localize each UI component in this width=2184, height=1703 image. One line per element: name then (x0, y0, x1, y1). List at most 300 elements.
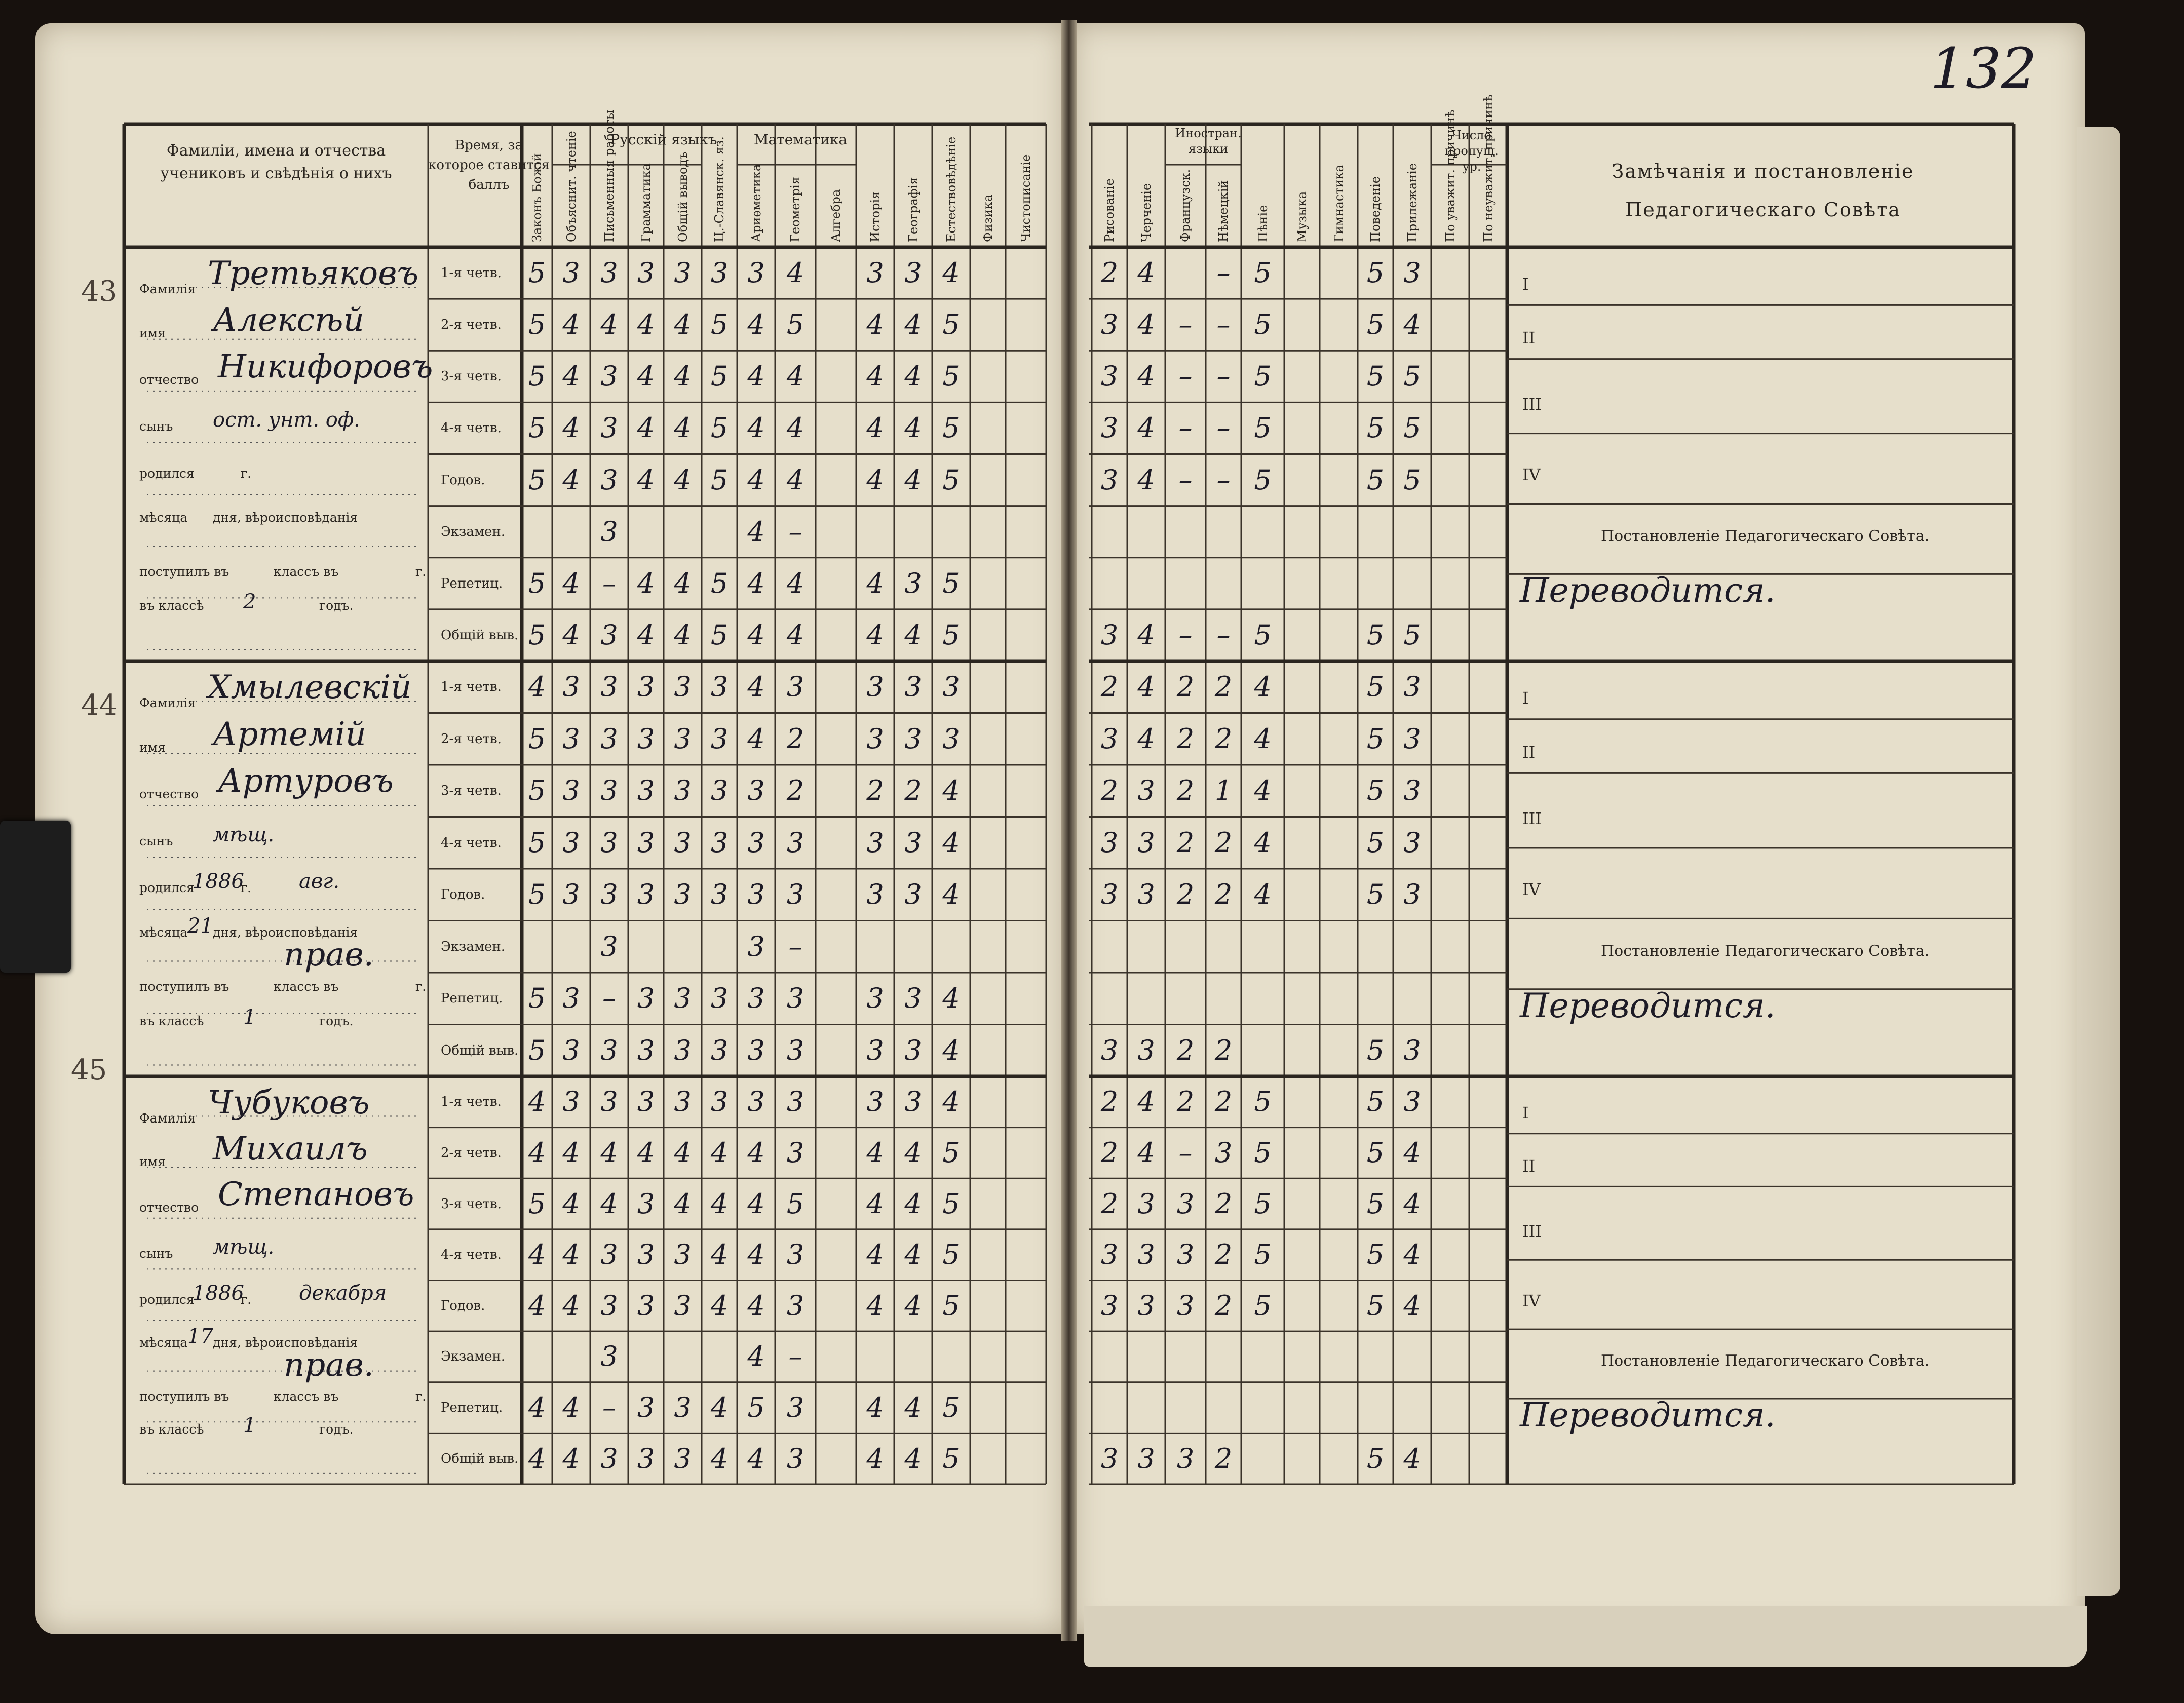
label-rodilsya: родился (139, 466, 195, 481)
grade-right-cell: 2 (1176, 775, 1195, 807)
label-g: г. (415, 564, 427, 579)
subject-header-right-3: Нѣмецкій (1216, 180, 1231, 242)
grade-left-cell: 3 (786, 1289, 804, 1322)
grade-left-cell: 3 (674, 1442, 692, 1475)
grade-left-cell: 4 (866, 412, 884, 444)
grade-left-cell: 4 (904, 1238, 922, 1271)
grade-left-cell: 3 (674, 1086, 692, 1118)
subject-header-left-1: Объяснит. чтеніе (564, 131, 579, 242)
quarter-roman-numeral: I (1522, 275, 1529, 294)
grade-right-cell: – (1216, 618, 1231, 651)
grade-right-cell: 3 (1137, 878, 1155, 911)
period-label: Годов. (441, 472, 485, 488)
grade-left-cell: 3 (866, 257, 884, 289)
grade-left-cell: 5 (528, 826, 546, 859)
grade-left-cell: 3 (562, 671, 580, 703)
grade-left-cell: 4 (674, 412, 692, 444)
period-label: 3-я четв. (441, 1196, 502, 1212)
grade-left-cell: 3 (600, 671, 618, 703)
label-otchestvo: отчество (139, 1200, 199, 1215)
subject-header-left-0: Законъ Божій (530, 153, 544, 242)
grade-left-cell: 3 (786, 982, 804, 1015)
record-number: 44 (81, 689, 118, 722)
grade-left-cell: 4 (562, 412, 580, 444)
label-god: годъ. (319, 1422, 354, 1437)
grade-left-cell: 4 (904, 1289, 922, 1322)
grade-left-cell: 3 (600, 1340, 618, 1373)
grade-left-cell: 5 (942, 618, 960, 651)
grade-left-cell: 4 (904, 1391, 922, 1424)
student-name: Михаилъ (213, 1130, 368, 1168)
label-postupil: поступилъ въ (139, 564, 229, 579)
grade-right-cell: 4 (1403, 308, 1421, 341)
grade-left-cell: 3 (637, 1391, 655, 1424)
grade-left-cell: 3 (600, 1238, 618, 1271)
grade-left-cell: 4 (562, 1289, 580, 1322)
council-verdict: Переводится. (1520, 986, 1776, 1025)
grade-right-cell: 2 (1176, 1034, 1195, 1066)
grade-left-cell: 5 (710, 618, 729, 651)
label-postupil: поступилъ въ (139, 979, 229, 994)
grade-right-cell: 4 (1137, 1136, 1155, 1169)
grade-left-cell: 3 (674, 257, 692, 289)
grade-left-cell: 4 (866, 463, 884, 496)
student-patronymic: Никифоровъ (218, 348, 433, 386)
subject-header-left-5: Ц.-Славянск. яз. (712, 136, 726, 242)
grade-left-cell: 3 (600, 257, 618, 289)
grade-left-cell: 3 (637, 1034, 655, 1066)
period-label: Репетиц. (441, 1400, 503, 1416)
quarter-roman-numeral: III (1522, 1221, 1542, 1241)
label-mesyatsa: мѣсяца (139, 1335, 188, 1350)
grade-left-cell: 5 (942, 567, 960, 599)
grade-left-cell: 3 (747, 1034, 765, 1066)
grade-left-cell: 4 (866, 567, 884, 599)
grade-left-cell: 3 (710, 826, 729, 859)
grade-left-cell: 3 (942, 722, 960, 755)
grade-right-cell: 5 (1254, 1086, 1272, 1118)
period-label: 4-я четв. (441, 420, 502, 436)
grade-right-cell: 5 (1366, 722, 1385, 755)
grade-left-cell: 3 (637, 775, 655, 807)
admission-class: 2 (243, 590, 256, 613)
label-klass-v: классъ въ (274, 1388, 339, 1404)
subject-header-left-11: Естествовѣдѣніе (944, 136, 959, 242)
subject-header-right-7: Поведеніе (1368, 176, 1383, 242)
grade-left-cell: 5 (942, 1289, 960, 1322)
grade-right-cell: 5 (1366, 878, 1385, 911)
subject-header-left-9: Исторія (868, 191, 883, 242)
grade-left-cell: 4 (562, 618, 580, 651)
names-column-header: Фамиліи, имена и отчества учениковъ и свѣдѣнія о нихъ (160, 142, 392, 182)
grade-left-cell: 3 (786, 671, 804, 703)
grade-left-cell: – (602, 567, 616, 599)
label-g: г. (241, 466, 252, 481)
grade-left-cell: 4 (786, 463, 804, 496)
grade-left-cell: 3 (747, 930, 765, 962)
quarter-roman-numeral: II (1522, 328, 1536, 348)
folio-number: 132 (1930, 36, 2037, 101)
label-g: г. (415, 979, 427, 994)
grade-left-cell: 3 (747, 982, 765, 1015)
grade-left-cell: 3 (866, 722, 884, 755)
grade-right-cell: 3 (1137, 775, 1155, 807)
grade-left-cell: 3 (600, 1034, 618, 1066)
grade-left-cell: 4 (674, 360, 692, 393)
grade-left-cell: 4 (674, 618, 692, 651)
grade-right-cell: 2 (1100, 1086, 1119, 1118)
quarter-roman-numeral: IV (1522, 879, 1541, 899)
period-label: 4-я четв. (441, 1247, 502, 1263)
grade-left-cell: 3 (637, 1289, 655, 1322)
quarter-roman-numeral: III (1522, 809, 1542, 829)
subject-header-left-4: Общій выводъ (675, 151, 690, 242)
grade-left-cell: 2 (786, 722, 804, 755)
grade-left-cell: 3 (710, 878, 729, 911)
grade-left-cell: 3 (710, 1086, 729, 1118)
grade-left-cell: 4 (747, 515, 765, 548)
grade-left-cell: 4 (562, 463, 580, 496)
label-syn: сынъ (139, 1246, 173, 1261)
grade-left-cell: 3 (866, 826, 884, 859)
grade-left-cell: 4 (747, 567, 765, 599)
grade-right-cell: 5 (1254, 463, 1272, 496)
grade-left-cell: 4 (562, 1238, 580, 1271)
label-familia: Фамилія (139, 1111, 196, 1126)
student-surname: Третьяковъ (208, 255, 419, 292)
grade-right-cell: 5 (1366, 826, 1385, 859)
grade-right-cell: 2 (1214, 878, 1233, 911)
period-label: Общій выв. (441, 1451, 519, 1466)
grade-left-cell: 3 (866, 1086, 884, 1118)
grade-left-cell: 4 (674, 567, 692, 599)
period-label: Экзамен. (441, 524, 506, 539)
council-decision-label: Постановленіе Педагогическаго Совѣта. (1601, 1352, 1930, 1370)
grade-right-cell: 5 (1254, 1136, 1272, 1169)
grade-left-cell: 5 (528, 412, 546, 444)
quarter-roman-numeral: II (1522, 743, 1536, 762)
grade-left-cell: 4 (866, 1238, 884, 1271)
subject-header-right-4: Пѣніе (1255, 205, 1270, 242)
grade-left-cell: 4 (637, 360, 655, 393)
grade-left-cell: 3 (600, 463, 618, 496)
grade-left-cell: 4 (600, 308, 618, 341)
grade-right-cell: 4 (1137, 308, 1155, 341)
grade-left-cell: 3 (637, 671, 655, 703)
grade-left-cell: 4 (866, 1391, 884, 1424)
quarter-roman-numeral: I (1522, 1103, 1529, 1123)
label-v-klasse: въ классѣ (139, 598, 204, 613)
grade-left-cell: 3 (674, 878, 692, 911)
grade-right-cell: 3 (1100, 1034, 1119, 1066)
period-label: Общій выв. (441, 1042, 519, 1058)
record-number: 43 (81, 275, 118, 308)
grade-left-cell: 4 (562, 1187, 580, 1220)
grade-right-cell: 5 (1254, 412, 1272, 444)
birth-day: 17 (187, 1325, 213, 1348)
grade-left-cell: 4 (866, 308, 884, 341)
label-v-klasse: въ классѣ (139, 1422, 204, 1437)
label-religion: дня, вѣроисповѣданія (213, 924, 358, 940)
grade-left-cell: 5 (528, 722, 546, 755)
label-v-klasse: въ классѣ (139, 1013, 204, 1028)
grade-left-cell: 3 (637, 826, 655, 859)
label-otchestvo: отчество (139, 787, 199, 801)
grade-right-cell: 3 (1100, 1289, 1119, 1322)
grade-left-cell: 3 (674, 775, 692, 807)
grade-right-cell: 4 (1137, 671, 1155, 703)
period-label: 1-я четв. (441, 1094, 502, 1110)
grade-left-cell: 4 (942, 257, 960, 289)
grade-left-cell: 4 (600, 1136, 618, 1169)
grade-right-cell: 3 (1176, 1289, 1195, 1322)
period-label: Репетиц. (441, 991, 503, 1007)
grade-left-cell: 5 (528, 1187, 546, 1220)
grade-left-cell: 4 (942, 878, 960, 911)
grade-left-cell: 5 (528, 463, 546, 496)
grade-right-cell: – (1178, 1136, 1193, 1169)
subject-header-right-9: По уважит. причинѣ (1443, 109, 1458, 242)
grade-right-cell: 2 (1176, 826, 1195, 859)
grade-left-cell: 4 (710, 1238, 729, 1271)
label-g: г. (241, 1292, 252, 1307)
grade-left-cell: 3 (674, 671, 692, 703)
grade-left-cell: 4 (637, 308, 655, 341)
period-label: 2-я четв. (441, 1145, 502, 1160)
grade-left-cell: 4 (942, 982, 960, 1015)
grade-left-cell: 4 (786, 257, 804, 289)
grade-left-cell: 4 (528, 1136, 546, 1169)
grade-left-cell: 3 (904, 982, 922, 1015)
grade-right-cell: 2 (1214, 722, 1233, 755)
grade-left-cell: 4 (637, 567, 655, 599)
grade-left-cell: 4 (747, 618, 765, 651)
grade-right-cell: 4 (1254, 775, 1272, 807)
grade-left-cell: – (788, 1340, 802, 1373)
grade-right-cell: 2 (1100, 671, 1119, 703)
grade-left-cell: 5 (710, 412, 729, 444)
grade-right-cell: 3 (1403, 878, 1421, 911)
grade-left-cell: 3 (562, 1086, 580, 1118)
grade-left-cell: 4 (866, 1289, 884, 1322)
subject-header-right-5: Музыка (1295, 191, 1309, 242)
grade-left-cell: 4 (637, 412, 655, 444)
subject-header-right-6: Гимнастика (1331, 165, 1346, 242)
grade-right-cell: – (1216, 308, 1231, 341)
grade-right-cell: 5 (1366, 463, 1385, 496)
period-label: Экзамен. (441, 939, 506, 954)
math-group-header: Математика (753, 131, 848, 148)
grade-left-cell: 3 (600, 360, 618, 393)
grade-right-cell: 2 (1214, 671, 1233, 703)
grade-left-cell: 3 (904, 671, 922, 703)
grade-left-cell: 3 (866, 671, 884, 703)
period-label: 3-я четв. (441, 369, 502, 384)
grade-right-cell: 4 (1403, 1238, 1421, 1271)
grade-left-cell: 3 (562, 982, 580, 1015)
grade-right-cell: 5 (1366, 1136, 1385, 1169)
grade-left-cell: 3 (904, 878, 922, 911)
grade-left-cell: 4 (747, 1289, 765, 1322)
grade-right-cell: 4 (1254, 671, 1272, 703)
grade-left-cell: 5 (942, 1136, 960, 1169)
grade-left-cell: 4 (866, 618, 884, 651)
grade-left-cell: 3 (562, 878, 580, 911)
label-mesyatsa: мѣсяца (139, 924, 188, 940)
grade-left-cell: 5 (942, 463, 960, 496)
admission-class: 1 (243, 1414, 256, 1438)
label-imya: имя (139, 740, 166, 755)
grade-right-cell: – (1216, 360, 1231, 393)
grade-left-cell: 4 (710, 1391, 729, 1424)
grade-left-cell: 2 (904, 775, 922, 807)
grade-right-cell: 5 (1254, 308, 1272, 341)
absence-group-header: Число пропущ. ур. (1445, 128, 1499, 174)
grade-left-cell: 3 (637, 722, 655, 755)
grade-left-cell: 4 (904, 308, 922, 341)
grade-right-cell: 3 (1137, 826, 1155, 859)
grade-right-cell: – (1178, 412, 1193, 444)
grade-left-cell: 4 (747, 412, 765, 444)
subject-header-left-12: Физика (981, 194, 995, 242)
grade-right-cell: 5 (1366, 412, 1385, 444)
grade-left-cell: 3 (710, 1034, 729, 1066)
label-religion: дня, вѣроисповѣданія (213, 510, 358, 525)
quarter-roman-numeral: I (1522, 688, 1529, 708)
grade-right-cell: 4 (1137, 360, 1155, 393)
student-estate: мѣщ. (213, 823, 275, 846)
label-god: годъ. (319, 598, 354, 613)
grade-left-cell: 3 (786, 826, 804, 859)
grade-left-cell: 3 (710, 671, 729, 703)
grade-right-cell: 3 (1100, 878, 1119, 911)
grade-left-cell: 4 (747, 308, 765, 341)
label-rodilsya: родился (139, 1292, 195, 1307)
grade-left-cell: 2 (786, 775, 804, 807)
subject-header-left-3: Грамматика (639, 163, 653, 242)
grade-right-cell: 5 (1366, 1289, 1385, 1322)
grade-right-cell: 5 (1366, 618, 1385, 651)
label-god: годъ. (319, 1013, 354, 1028)
grade-right-cell: 3 (1137, 1034, 1155, 1066)
grade-right-cell: 4 (1137, 257, 1155, 289)
grade-left-cell: 5 (942, 1238, 960, 1271)
grade-left-cell: 3 (942, 671, 960, 703)
grade-left-cell: 3 (600, 930, 618, 962)
grade-left-cell: 5 (786, 1187, 804, 1220)
grade-left-cell: 4 (786, 567, 804, 599)
grade-left-cell: 3 (562, 775, 580, 807)
grade-left-cell: 4 (904, 412, 922, 444)
grade-right-cell: 3 (1403, 1086, 1421, 1118)
admission-class: 1 (243, 1005, 256, 1029)
council-decision-label: Постановленіе Педагогическаго Совѣта. (1601, 942, 1930, 960)
grade-left-cell: 3 (674, 1238, 692, 1271)
grade-left-cell: 3 (747, 826, 765, 859)
grade-right-cell: 2 (1100, 1136, 1119, 1169)
grade-right-cell: 5 (1366, 257, 1385, 289)
student-patronymic: Артуровъ (218, 762, 394, 800)
grade-right-cell: 5 (1366, 1187, 1385, 1220)
grade-right-cell: 5 (1366, 671, 1385, 703)
grade-left-cell: 4 (562, 567, 580, 599)
grade-right-cell: 5 (1366, 308, 1385, 341)
grade-left-cell: 3 (637, 1187, 655, 1220)
label-imya: имя (139, 326, 166, 341)
student-religion: прав. (284, 1346, 374, 1384)
grade-left-cell: 3 (710, 982, 729, 1015)
grade-left-cell: 2 (866, 775, 884, 807)
grade-right-cell: 4 (1403, 1442, 1421, 1475)
grade-left-cell: 4 (942, 1086, 960, 1118)
grade-right-cell: 5 (1366, 360, 1385, 393)
grade-left-cell: 3 (674, 722, 692, 755)
grade-right-cell: – (1178, 360, 1193, 393)
grade-right-cell: 3 (1403, 775, 1421, 807)
grade-left-cell: 4 (710, 1289, 729, 1322)
grade-left-cell: 4 (528, 1391, 546, 1424)
grade-left-cell: 5 (528, 982, 546, 1015)
grade-left-cell: 4 (562, 1391, 580, 1424)
grade-left-cell: 4 (942, 826, 960, 859)
student-surname: Чубуковъ (208, 1084, 370, 1121)
grade-left-cell: 4 (904, 1136, 922, 1169)
grade-left-cell: 3 (786, 1136, 804, 1169)
grade-left-cell: 3 (637, 1238, 655, 1271)
grade-right-cell: 3 (1176, 1238, 1195, 1271)
grade-left-cell: 3 (786, 1391, 804, 1424)
label-syn: сынъ (139, 419, 173, 434)
label-rodilsya: родился (139, 880, 195, 895)
grade-left-cell: 3 (562, 257, 580, 289)
grade-right-cell: 3 (1403, 671, 1421, 703)
student-estate: мѣщ. (213, 1235, 275, 1259)
quarter-roman-numeral: II (1522, 1156, 1536, 1176)
grade-right-cell: 5 (1366, 1034, 1385, 1066)
grade-right-cell: 2 (1176, 1086, 1195, 1118)
subject-header-left-13: Чистописаніе (1019, 154, 1033, 242)
grade-left-cell: 4 (866, 1136, 884, 1169)
grade-right-cell: 5 (1403, 412, 1421, 444)
grade-left-cell: 5 (786, 308, 804, 341)
grade-right-cell: 3 (1100, 722, 1119, 755)
grade-left-cell: 3 (637, 982, 655, 1015)
grade-left-cell: 5 (942, 1391, 960, 1424)
grade-left-cell: 4 (747, 1340, 765, 1373)
grade-right-cell: 3 (1100, 360, 1119, 393)
foreign-group-header: Иностран. языки (1175, 126, 1242, 157)
subject-header-left-8: Алгебра (829, 189, 843, 242)
grade-left-cell: 3 (786, 1086, 804, 1118)
grade-left-cell: 3 (904, 567, 922, 599)
subject-header-right-2: Французск. (1178, 169, 1193, 242)
grade-left-cell: 3 (637, 1442, 655, 1475)
grade-left-cell: 3 (710, 775, 729, 807)
grade-left-cell: 3 (747, 257, 765, 289)
grade-right-cell: 3 (1214, 1136, 1233, 1169)
grade-right-cell: – (1178, 463, 1193, 496)
grade-left-cell: 3 (747, 878, 765, 911)
grade-left-cell: 4 (747, 1136, 765, 1169)
grade-left-cell: 4 (674, 1187, 692, 1220)
grade-left-cell: 4 (747, 1442, 765, 1475)
grade-left-cell: 3 (600, 515, 618, 548)
grade-left-cell: 4 (674, 463, 692, 496)
label-religion: дня, вѣроисповѣданія (213, 1335, 358, 1350)
grade-right-cell: 3 (1137, 1442, 1155, 1475)
grade-right-cell: 4 (1137, 722, 1155, 755)
grade-left-cell: 4 (747, 463, 765, 496)
